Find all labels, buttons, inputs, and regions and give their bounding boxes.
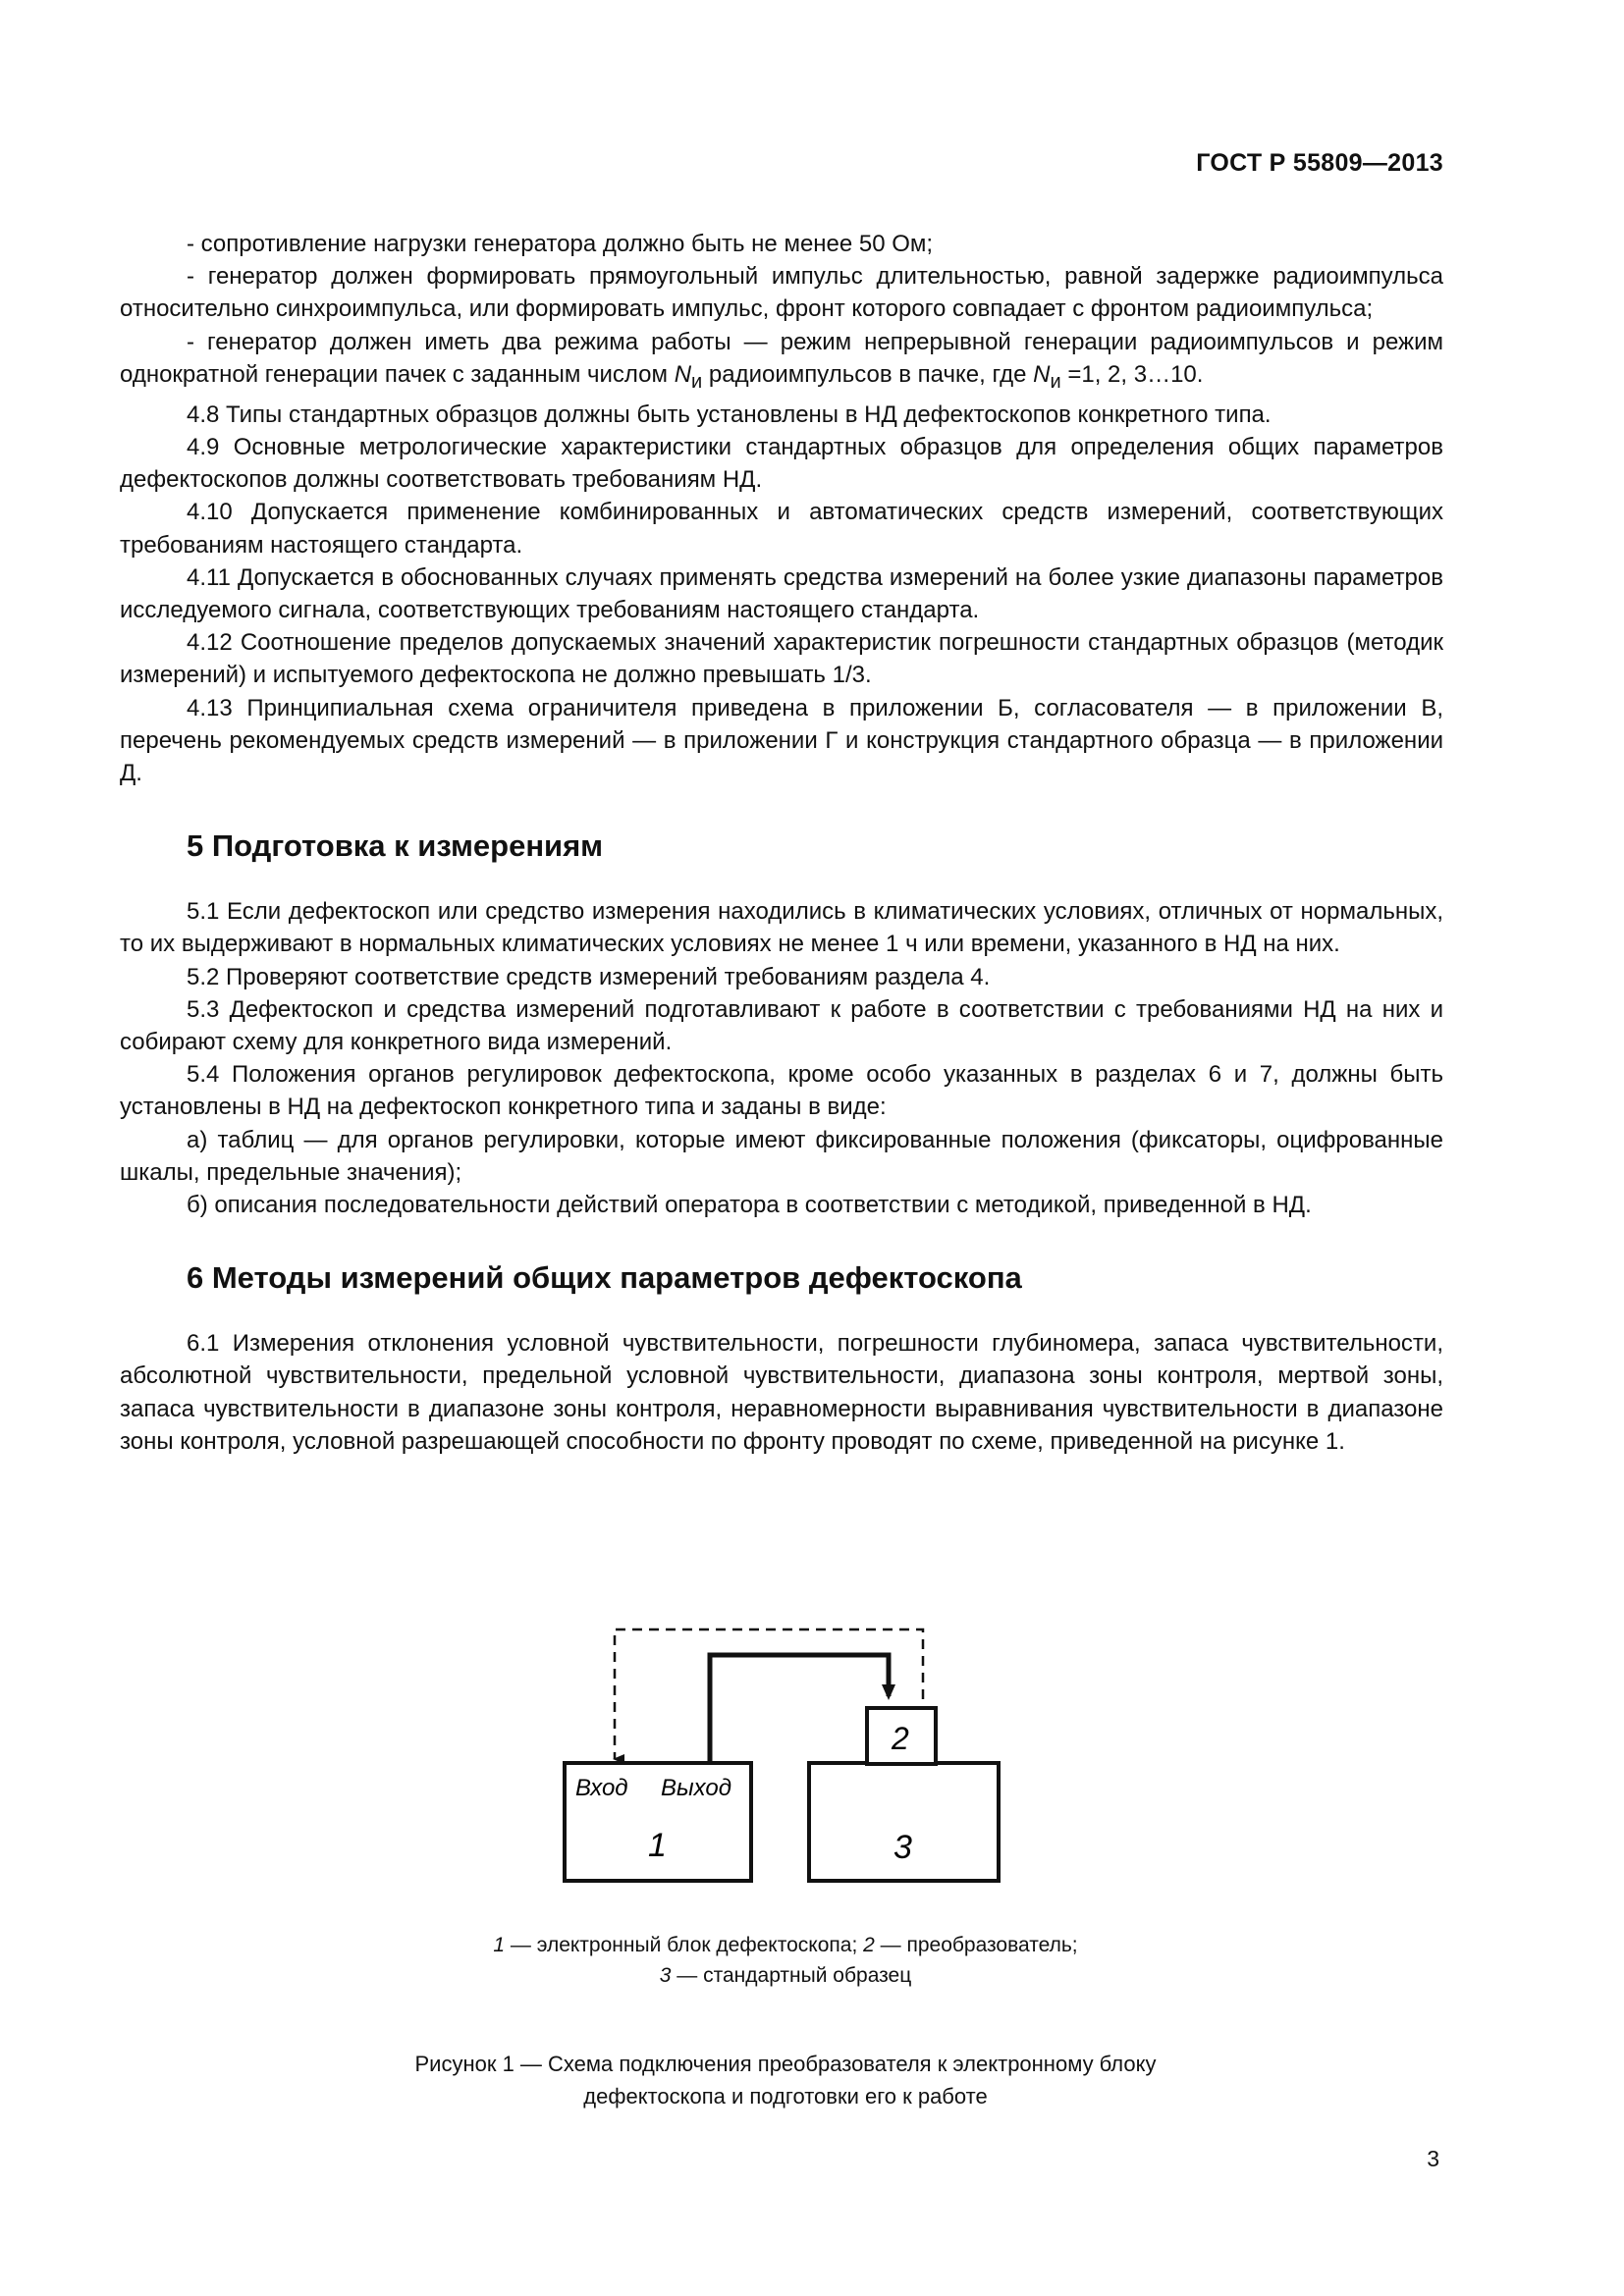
symbol-n: N	[1033, 360, 1051, 388]
text-fragment: =1, 2, 3…10.	[1060, 360, 1204, 388]
paragraph-4-9: 4.9 Основные метрологические характеристики стандартных образцов для определения общих параметров дефектоскопов должны соответствовать требованиям НД.	[120, 434, 1443, 494]
text-fragment: радиоимпульсов в пачке, где	[702, 360, 1034, 388]
text-fragment: - генератор должен иметь два режима работы — режим непрерывной генерации радиоимпульсов и режим однократной генерации пачек с заданным числом	[120, 328, 1443, 388]
block-3-number: 3	[893, 1829, 912, 1866]
symbol-subscript: и	[691, 370, 703, 393]
legend-number-1: 1	[493, 1934, 506, 1956]
paragraph-4-10: 4.10 Допускается применение комбинированных и автоматических средств измерений, соответствующих требованиям настоящего стандарта.	[120, 499, 1443, 559]
legend-number-3: 3	[659, 1964, 672, 1987]
legend-number-2: 2	[863, 1934, 875, 1956]
legend-line-1	[295, 1930, 1276, 1960]
paragraph-5-4-b: б) описания последовательности действий оператора в соответствии с методикой, приведенной в НД.	[187, 1192, 1312, 1219]
figure-caption	[295, 2048, 1276, 2112]
figure-1-diagram	[550, 1626, 1011, 1891]
section-5-heading: 5 Подготовка к измерениям	[187, 828, 604, 864]
paragraph-4-13: 4.13 Принципиальная схема ограничителя приведена в приложении Б, согласователя — в приложении В, перечень рекомендуемых средств измерений — в приложении Г и конструкция стандартного образца — в приложении Д.	[120, 694, 1443, 787]
section-6-heading: 6 Методы измерений общих параметров дефектоскопа	[187, 1260, 1022, 1296]
paragraph-4-8: 4.8 Типы стандартных образцов должны быть установлены в НД дефектоскопов конкретного типа.	[187, 400, 1272, 428]
paragraph-5-3: 5.3 Дефектоскоп и средства измерений подготавливают к работе в соответствии с требованиями НД на них и собирают схему для конкретного вида измерений.	[120, 995, 1443, 1056]
legend-text-2: — преобразователь;	[874, 1934, 1078, 1956]
cable-arrow	[882, 1684, 895, 1700]
paragraph-4-12: 4.12 Соотношение пределов допускаемых значений характеристик погрешности стандартных образцов (методик измерений) и испытуемого дефектоскопа не должно превышать 1/3.	[120, 629, 1443, 689]
output-cable-line	[710, 1655, 889, 1763]
block-1-number: 1	[648, 1827, 667, 1864]
page-number: 3	[1427, 2146, 1439, 2171]
caption-line-2: дефектоскопа и подготовки его к работе	[583, 2084, 988, 2109]
legend-text-1: — электронный блок дефектоскопа;	[505, 1934, 864, 1956]
document-body	[120, 228, 1443, 1458]
symbol-subscript: и	[1050, 370, 1061, 393]
paragraph-5-4-a: а) таблиц — для органов регулировки, которые имеют фиксированные положения (фиксаторы, оцифрованные шкалы, предельные значения);	[120, 1126, 1443, 1186]
paragraph-5-2: 5.2 Проверяют соответствие средств измерений требованиям раздела 4.	[187, 963, 991, 990]
figure-legend	[295, 1930, 1276, 1991]
legend-text-3: — стандартный образец	[671, 1964, 912, 1987]
legend-line-2	[295, 1960, 1276, 1991]
block-2-number: 2	[892, 1721, 909, 1756]
paragraph-load-resistance: - сопротивление нагрузки генератора должно быть не менее 50 Ом;	[187, 231, 934, 257]
input-label: Вход	[575, 1775, 628, 1801]
connection-schematic	[550, 1626, 1011, 1891]
paragraph-5-4: 5.4 Положения органов регулировок дефектоскопа, кроме особо указанных в разделах 6 и 7, должны быть установлены в НД на дефектоскоп конкретного типа и заданы в виде:	[120, 1061, 1443, 1121]
paragraph-4-11: 4.11 Допускается в обоснованных случаях применять средства измерений на более узкие диапазоны параметров исследуемого сигнала, соответствующих требованиям настоящего стандарта.	[120, 563, 1443, 624]
caption-line-1: Рисунок 1 — Схема подключения преобразователя к электронному блоку	[414, 2052, 1157, 2076]
output-label: Выход	[661, 1775, 732, 1801]
paragraph-pulse-shape: - генератор должен формировать прямоугольный импульс длительностью, равной задержке радиоимпульса относительно синхроимпульса, или формировать импульс, фронт которого совпадает с фронтом радиоимпульса;	[120, 263, 1443, 323]
document-header: ГОСТ Р 55809—2013	[1196, 149, 1443, 177]
paragraph-generator-modes	[120, 326, 1443, 399]
symbol-n: N	[674, 360, 692, 388]
paragraph-6-1: 6.1 Измерения отклонения условной чувствительности, погрешности глубиномера, запаса чувствительности, абсолютной чувствительности, предельной условной чувствительности, диапазона зоны контроля, мертвой зоны, запаса чувствительности в диапазоне зоны контроля, неравномерности выравнивания чувствительности в диапазоне зоны контроля, условной разрешающей способности по фронту проводят по схеме, приведенной на рисунке 1.	[120, 1330, 1443, 1455]
paragraph-5-1: 5.1 Если дефектоскоп или средство измерения находились в климатических условиях, отличных от нормальных, то их выдерживают в нормальных климатических условиях не менее 1 ч или времени, указанного в НД на них.	[120, 898, 1443, 958]
